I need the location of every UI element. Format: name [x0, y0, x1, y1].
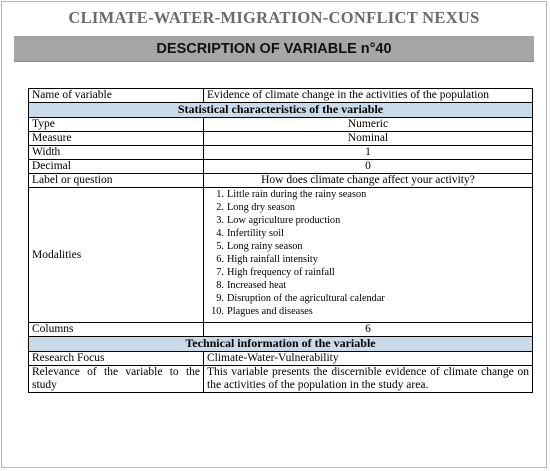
row-measure — [29, 132, 533, 146]
page-title: CLIMATE-WATER-MIGRATION-CONFLICT NEXUS — [68, 8, 480, 27]
modality-item: 5. Long rainy season — [216, 241, 303, 252]
name-of-variable-label: Name of variable — [29, 89, 204, 103]
relevance-value: This variable presents the discernible evidence of climate change on the activities of the population in the study area. — [204, 366, 533, 393]
modalities-label: Modalities — [29, 188, 204, 323]
modality-item: 2. Long dry season — [216, 202, 296, 213]
measure-label: Measure — [29, 132, 204, 146]
row-columns — [29, 323, 533, 337]
row-technical-section — [29, 337, 533, 352]
question-value: How does climate change affect your activity? — [204, 174, 533, 188]
row-label-or-question — [29, 174, 533, 188]
decimal-value: 0 — [204, 160, 533, 174]
columns-value: 6 — [204, 323, 533, 337]
relevance-label: Relevance of the variable to the study — [29, 366, 204, 393]
row-relevance — [29, 366, 533, 393]
technical-section-header: Technical information of the variable — [29, 337, 533, 352]
modality-item: 3. Low agriculture production — [216, 215, 341, 226]
modality-item: 4. Infertility soil — [216, 228, 284, 239]
variable-description-banner: DESCRIPTION OF VARIABLE n°40 — [14, 36, 534, 62]
research-focus-label: Research Focus — [29, 352, 204, 366]
row-name-of-variable — [29, 89, 533, 103]
modalities-value — [204, 188, 533, 323]
row-modalities — [29, 188, 533, 323]
modality-item: 1. Little rain during the rainy season — [216, 189, 367, 200]
type-value: Numeric — [204, 118, 533, 132]
row-decimal — [29, 160, 533, 174]
measure-value: Nominal — [204, 132, 533, 146]
name-of-variable-value: Evidence of climate change in the activities of the population — [204, 89, 533, 103]
row-statistical-section — [29, 103, 533, 118]
modality-item: 8. Increased heat — [216, 280, 287, 291]
modality-item: 6. High rainfall intensity — [216, 254, 318, 265]
modality-item: 9. Disruption of the agricultural calendar — [216, 293, 385, 304]
decimal-label: Decimal — [29, 160, 204, 174]
statistical-section-header: Statistical characteristics of the variable — [29, 103, 533, 118]
research-focus-value: Climate-Water-Vulnerability — [204, 352, 533, 366]
modality-item: 7. High frequency of rainfall — [216, 267, 335, 278]
row-width — [29, 146, 533, 160]
width-value: 1 — [204, 146, 533, 160]
type-label: Type — [29, 118, 204, 132]
width-label: Width — [29, 146, 204, 160]
row-research-focus — [29, 352, 533, 366]
modalities-list — [207, 188, 529, 322]
variable-table-container — [28, 88, 529, 393]
columns-label: Columns — [29, 323, 204, 337]
variable-table — [28, 88, 533, 393]
modality-item: 10. Plagues and diseases — [211, 306, 313, 317]
question-label: Label or question — [29, 174, 204, 188]
row-type — [29, 118, 533, 132]
